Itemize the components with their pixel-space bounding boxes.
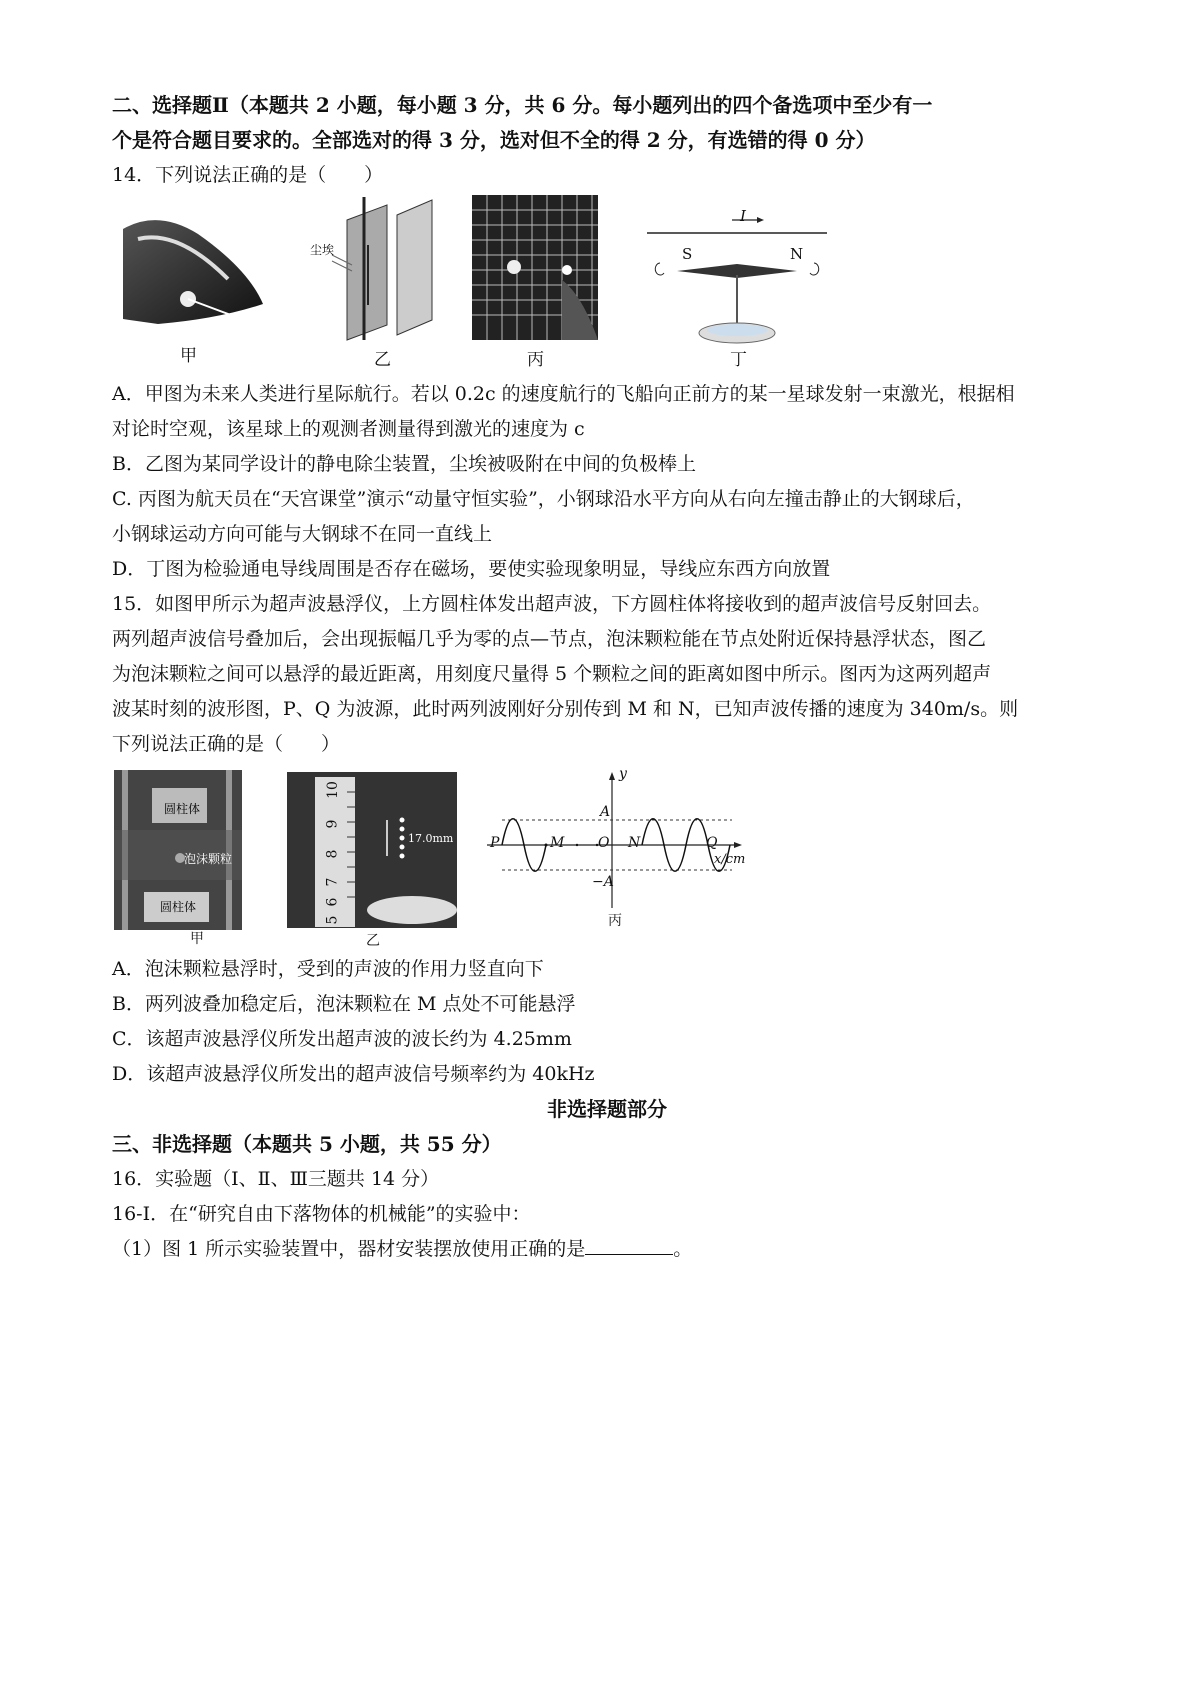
q14-option-c-line1: C. 丙图为航天员在“天宫课堂”演示“动量守恒实验”，小钢球沿水平方向从右向左撞击静止的大钢球后， xyxy=(112,488,975,510)
q15-fig-yi-ruler-top: 10 xyxy=(324,781,341,799)
q14-fig-jia-caption: 甲 xyxy=(180,346,197,366)
q15-option-a: A．泡沫颗粒悬浮时，受到的声波的作用力竖直向下 xyxy=(112,958,544,980)
section2-heading-line2: 个是符合题目要求的。全部选对的得 3 分，选对但不全的得 2 分，有选错的得 0 分） xyxy=(112,128,876,152)
q15-fig-yi-ruler-digit-6: 6 xyxy=(324,897,341,907)
q15-fig-bing-caption: 丙 xyxy=(608,913,622,929)
tiangong-collision-photo-icon xyxy=(472,195,598,340)
q14-fig-yi-dust-label: 尘埃 xyxy=(310,243,335,257)
q15-fig-jia-caption: 甲 xyxy=(190,931,204,947)
q14-option-d: D．丁图为检验通电导线周围是否存在磁场，要使实验现象明显，导线应东西方向放置 xyxy=(112,558,831,580)
q15-fig-jia-label-top: 圆柱体 xyxy=(164,802,201,816)
compass-under-wire-diagram-icon xyxy=(642,203,832,353)
q15-fig-jia-label-bot: 圆柱体 xyxy=(160,900,197,914)
q15-stem-line1: 15．如图甲所示为超声波悬浮仪，上方圆柱体发出超声波，下方圆柱体将接收到的超声波信号反射回去。 xyxy=(112,593,992,615)
q15-fig-bing-n: N xyxy=(628,835,641,851)
q15-fig-bing-x: x/cm xyxy=(714,852,746,867)
q15-option-b: B．两列波叠加稳定后，泡沫颗粒在 M 点处不可能悬浮 xyxy=(112,993,576,1015)
section2-heading-line1: 二、选择题Ⅱ（本题共 2 小题，每小题 3 分，共 6 分。每小题列出的四个备选项中至少有一 xyxy=(112,93,933,117)
q14-fig-ding-label-i: I xyxy=(740,207,746,225)
q15-fig-yi-ruler-digit-8: 8 xyxy=(324,849,341,859)
q15-fig-bing-p: P xyxy=(490,835,500,851)
q14-fig-ding-label-n: N xyxy=(790,245,804,263)
section3-heading: 三、非选择题（本题共 5 小题，共 55 分） xyxy=(112,1132,502,1156)
q16-1-1-question xyxy=(112,1232,1102,1267)
q15-stem-line2: 两列超声波信号叠加后，会出现振幅几乎为零的点—节点，泡沫颗粒能在节点处附近保持悬浮状态，图乙 xyxy=(112,628,987,650)
q15-stem-line3: 为泡沫颗粒之间可以悬浮的最近距离，用刻度尺量得 5 个颗粒之间的距离如图中所示。图丙为这两列超声 xyxy=(112,663,992,685)
electrostatic-precipitator-diagram-icon xyxy=(302,195,452,345)
q15-fig-yi-caption: 乙 xyxy=(366,933,380,949)
q14-fig-ding-label-s: S xyxy=(682,245,693,263)
q14-fig-yi-caption: 乙 xyxy=(374,350,391,370)
answer-blank[interactable] xyxy=(585,1236,673,1255)
q14-option-a-line1: A．甲图为未来人类进行星际航行。若以 0.2c 的速度航行的飞船向正前方的某一星球发射一束激光，根据相 xyxy=(112,383,1015,405)
q16-1-intro: 16-Ⅰ．在“研究自由下落物体的机械能”的实验中： xyxy=(112,1203,531,1225)
q14-fig-bing-caption: 丙 xyxy=(527,350,544,370)
q15-fig-bing-neg-a: −A xyxy=(592,874,614,890)
q16-heading: 16．实验题（Ⅰ、Ⅱ、Ⅲ三题共 14 分） xyxy=(112,1168,440,1190)
q15-fig-yi-measure: 17.0mm xyxy=(408,832,454,845)
part2-title: 非选择题部分 xyxy=(547,1097,667,1121)
q14-option-a-line2: 对论时空观，该星球上的观测者测量得到激光的速度为 c xyxy=(112,418,585,440)
q16-1-1-end: 。 xyxy=(673,1238,693,1260)
q15-stem-line5: 下列说法正确的是（ ） xyxy=(112,733,341,755)
q15-fig-yi-ruler-digit-9: 9 xyxy=(324,819,341,829)
q15-stem-line4: 波某时刻的波形图，P、Q 为波源，此时两列波刚好分别传到 M 和 N，已知声波传播的速度为 340m/s。则 xyxy=(112,698,1019,720)
q15-fig-bing-a: A xyxy=(600,804,611,820)
ruler-photo-icon xyxy=(287,772,457,928)
exam-page xyxy=(112,88,1102,1267)
q15-fig-bing-q: Q xyxy=(706,835,718,851)
wave-graph-icon xyxy=(482,770,762,920)
q15-fig-bing-o: O xyxy=(598,835,610,851)
q15-fig-yi-ruler-digit-7: 7 xyxy=(324,877,341,887)
q15-figure-row xyxy=(112,766,1102,970)
q15-fig-yi-ruler-digit-5: 5 xyxy=(324,915,341,925)
q15-fig-jia-label-mid: 泡沫颗粒 xyxy=(184,852,233,866)
q16-1-1-text: （1）图 1 所示实验装置中，器材安装摆放使用正确的是 xyxy=(112,1238,586,1260)
q14-option-b: B．乙图为某同学设计的静电除尘装置，尘埃被吸附在中间的负极棒上 xyxy=(112,453,696,475)
spaceship-laser-photo-icon xyxy=(118,209,268,329)
q14-figure-row xyxy=(112,193,1102,370)
q14-option-c-line2: 小钢球运动方向可能与大钢球不在同一直线上 xyxy=(112,523,493,545)
q15-option-d: D．该超声波悬浮仪所发出的超声波信号频率约为 40kHz xyxy=(112,1063,595,1085)
q14-fig-ding-caption: 丁 xyxy=(730,350,747,370)
q15-fig-bing-m: M xyxy=(550,835,565,851)
q15-option-c: C．该超声波悬浮仪所发出超声波的波长约为 4.25mm xyxy=(112,1028,572,1050)
q14-stem: 14．下列说法正确的是（ ） xyxy=(112,164,384,186)
q15-fig-bing-y: y xyxy=(619,766,627,782)
